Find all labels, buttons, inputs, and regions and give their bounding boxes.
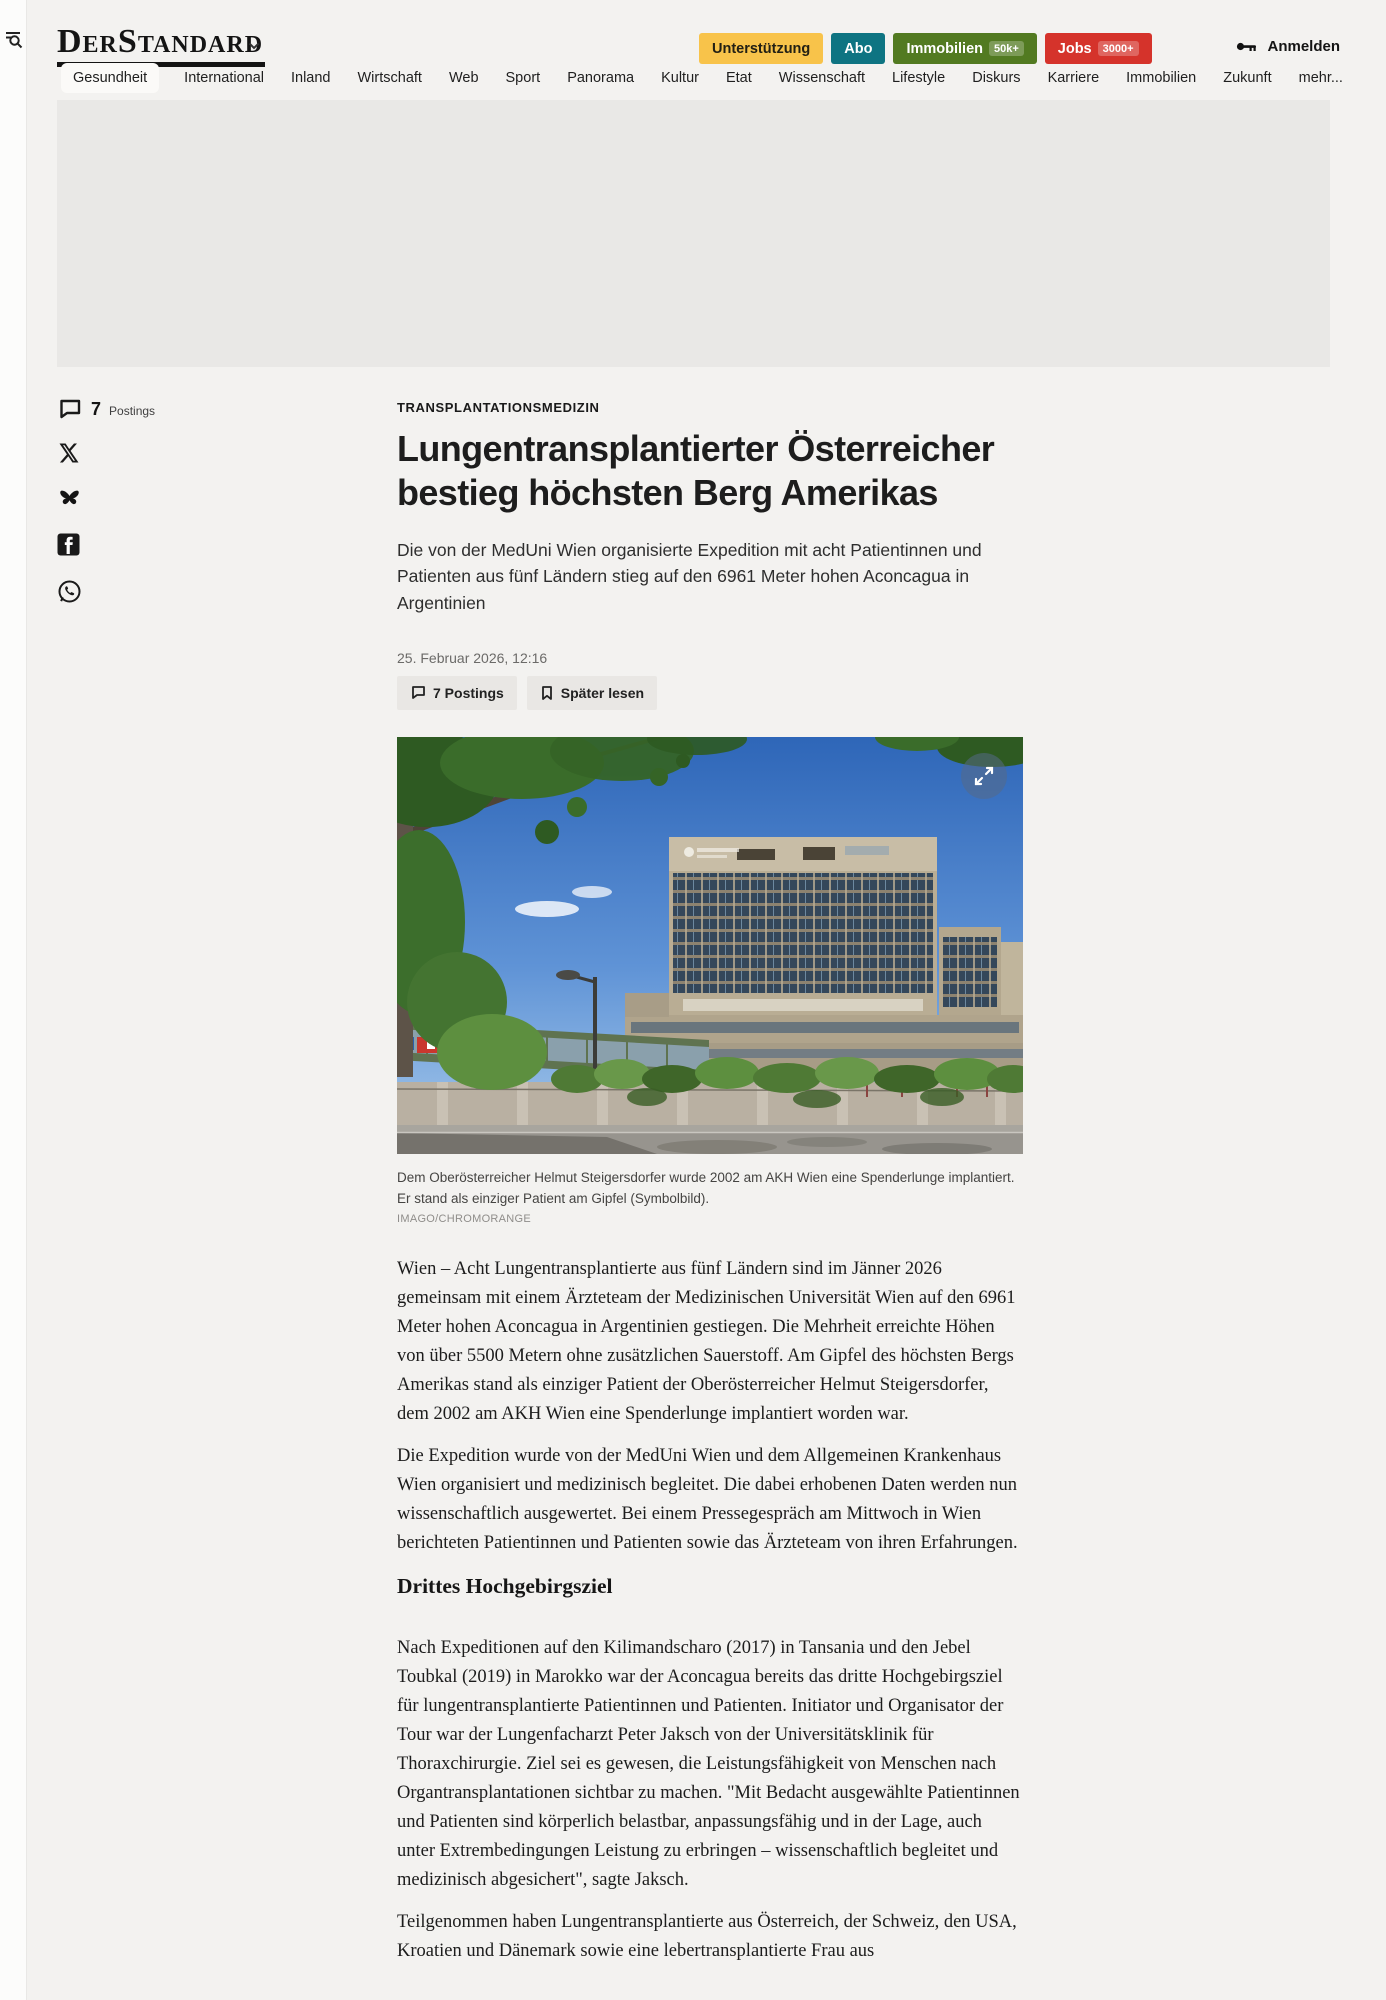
immobilien-badge: 50k+	[989, 41, 1024, 56]
bookmark-icon	[540, 685, 554, 701]
abo-button[interactable]	[831, 33, 885, 64]
left-rail	[0, 0, 27, 2000]
x-icon[interactable]	[57, 441, 82, 466]
article-body	[397, 1255, 1024, 1966]
image-caption: Dem Oberösterreicher Helmut Steigersdorfer wurde 2002 am AKH Wien eine Spenderlunge implantiert. Er stand als einziger Patient am Gipfel (Symbolbild).	[397, 1169, 1015, 1206]
support-label: Unterstützung	[712, 40, 811, 57]
section-nav	[63, 70, 1343, 86]
article	[397, 400, 1097, 1979]
nav-item-web[interactable]: Web	[448, 70, 479, 86]
jobs-button[interactable]	[1045, 33, 1152, 64]
paragraph: Die Expedition wurde von der MedUni Wien und dem Allgemeinen Krankenhaus Wien organisiert und medizinisch begleitet. Die dabei erhobenen Daten werden nun wissenschaftlich ausgewertet. Bei einem Pressegespräch am Mittwoch in Wien berichteten Patientinnen und Patienten sowie das Ärzteteam von ihren Erfahrungen.	[397, 1446, 1018, 1554]
derstandard-logo[interactable]	[57, 24, 265, 67]
postings-link[interactable]	[57, 398, 155, 420]
publish-date: 25. Februar 2026, 12:16	[397, 649, 548, 666]
paragraph: Wien – Acht Lungentransplantierte aus fünf Ländern sind im Jänner 2026 gemeinsam mit einem Ärzteteam der Medizinischen Universität Wien auf den 6961 Meter hohen Aconcagua in Argentinien gestiegen. Die Mehrheit erreichte Höhen von über 5500 Metern ohne zusätzlichen Sauerstoff. Am Gipfel des höchsten Bergs Amerikas stand als einziger Patient der Oberösterreicher Helmut Steigersdorfer, dem 2002 am AKH Wien eine Spenderlunge implantiert worden war.	[397, 1259, 1016, 1425]
read-later-label: Später lesen	[560, 684, 645, 701]
whatsapp-icon[interactable]	[57, 579, 82, 604]
image-credit: IMAGO/CHROMORANGE	[397, 1213, 532, 1226]
nav-item-zukunft[interactable]: Zukunft	[1223, 70, 1272, 86]
paragraph: Nach Expeditionen auf den Kilimandscharo (2017) in Tansania und den Jebel Toubkal (2019) in Marokko war der Aconcagua bereits das dritte Hochgebirgsziel für lungentransplantierte Patientinnen und Patienten. Initiator und Organisator der Tour war der Lungenfacharzt Peter Jaksch von der Universitätsklinik für Thoraxchirurgie. Ziel sei es gewesen, die Leistungsfähigkeit von Menschen nach Organtransplantationen sichtbar zu machen. "Mit Bedacht ausgewählte Patientinnen und Patienten sind körperlich belastbar, anpassungsfähig und in der Lage, auch unter Extrembedingungen Leistung zu erbringen – wissenschaftlich begleitet und medizinisch abgesichert", sagte Jaksch.	[397, 1638, 1020, 1891]
bluesky-icon[interactable]	[57, 487, 82, 512]
nav-item-inland[interactable]: Inland	[290, 70, 331, 86]
nav-item-immobilien[interactable]: Immobilien	[1126, 70, 1197, 86]
logo-part-standard: Standard	[117, 23, 264, 60]
article-subtitle: Die von der MedUni Wien organisierte Expedition mit acht Patientinnen und Patienten aus fünf Ländern stieg auf den 6961 Meter hohen Aconcagua in Argentinien	[397, 539, 982, 613]
nav-item-diskurs[interactable]: Diskurs	[972, 70, 1021, 86]
read-later-button[interactable]	[527, 676, 657, 710]
share-rail	[57, 398, 155, 604]
immobilien-button[interactable]	[893, 33, 1036, 64]
search-icon[interactable]	[3, 28, 25, 50]
expand-icon[interactable]	[961, 753, 1007, 799]
postings-button[interactable]	[397, 676, 517, 710]
nav-item-gesundheit[interactable]: Gesundheit	[61, 63, 159, 93]
forum-bubble-icon	[57, 398, 83, 420]
section-heading: Drittes Hochgebirgsziel	[397, 1574, 613, 1599]
nav-item-international[interactable]: International	[184, 70, 264, 86]
nav-item-wissenschaft[interactable]: Wissenschaft	[778, 70, 866, 86]
nav-item-wirtschaft[interactable]: Wirtschaft	[357, 70, 422, 86]
immobilien-label: Immobilien	[906, 40, 983, 57]
forum-bubble-icon	[410, 685, 426, 700]
nav-item-kultur[interactable]: Kultur	[661, 70, 699, 86]
postings-button-label: 7 Postings	[433, 684, 504, 701]
postings-label: Postings	[109, 404, 156, 418]
paragraph: Teilgenommen haben Lungentransplantierte aus Österreich, der Schweiz, den USA, Kroatien und Dänemark sowie eine lebertransplantierte Frau aus	[397, 1912, 1017, 1962]
login-button[interactable]	[1236, 38, 1340, 55]
support-button[interactable]	[699, 33, 823, 64]
key-icon	[1236, 40, 1258, 53]
jobs-label: Jobs	[1057, 40, 1092, 57]
nav-item-etat[interactable]: Etat	[725, 70, 752, 86]
nav-item-sport[interactable]: Sport	[505, 70, 541, 86]
article-kicker: TRANSPLANTATIONSMEDIZIN	[397, 400, 600, 415]
nav-item-panorama[interactable]: Panorama	[567, 70, 635, 86]
hero-image[interactable]	[397, 737, 1023, 1154]
article-title: Lungentransplantierter Österreicher bestieg höchsten Berg Amerikas	[397, 428, 995, 513]
nav-item-lifestyle[interactable]: Lifestyle	[892, 70, 946, 86]
facebook-icon[interactable]	[57, 533, 82, 558]
ad-placeholder	[57, 100, 1330, 367]
logo-part-der: Der	[57, 23, 118, 60]
nav-item-karriere[interactable]: Karriere	[1047, 70, 1100, 86]
chevron-down-icon[interactable]	[248, 42, 260, 50]
article-actions	[397, 676, 1097, 710]
nav-item-mehr[interactable]: mehr...	[1298, 70, 1343, 86]
header-actions	[699, 33, 1152, 64]
jobs-badge: 3000+	[1098, 41, 1139, 56]
login-label: Anmelden	[1267, 38, 1340, 55]
postings-count: 7	[91, 398, 102, 419]
abo-label: Abo	[844, 40, 873, 57]
